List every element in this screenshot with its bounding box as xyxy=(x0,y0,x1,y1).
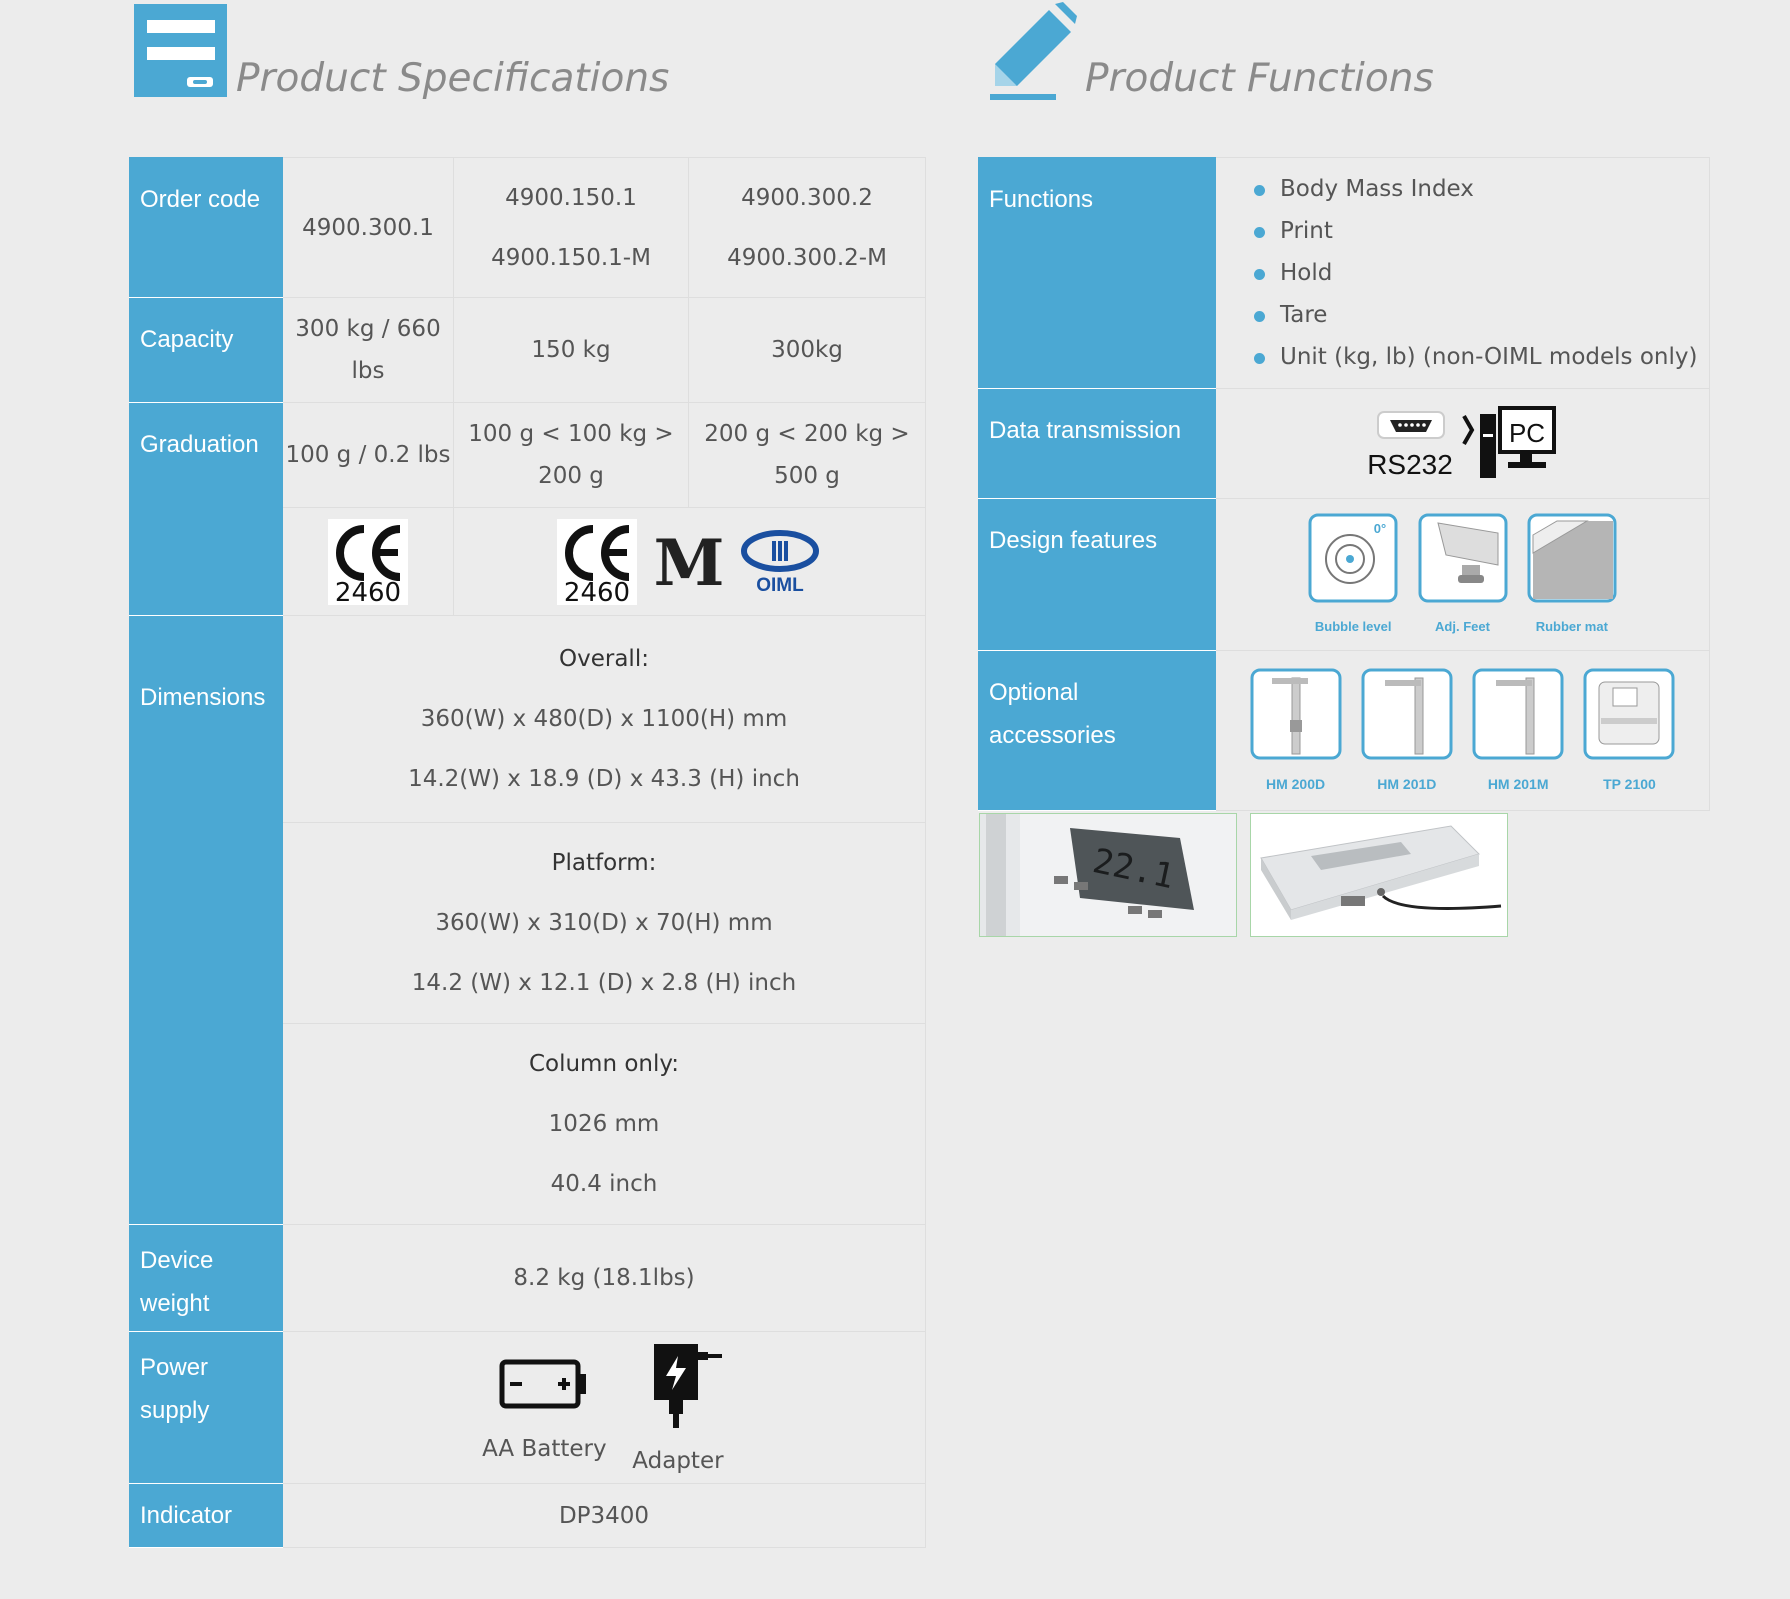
bubble-level-caption: Bubble level xyxy=(1314,618,1392,634)
power-adapter-icon xyxy=(630,1340,726,1432)
printer-device-image xyxy=(1251,814,1507,936)
adapter-label: Adapter xyxy=(632,1447,724,1474)
graduation-col3 xyxy=(689,403,926,508)
adjustable-feet-caption: Adj. Feet xyxy=(1435,618,1490,634)
pencil-icon xyxy=(987,2,1077,102)
data-transmission-cell xyxy=(1216,389,1710,499)
spec-sheet-icon xyxy=(134,4,230,100)
overall-heading xyxy=(283,629,925,689)
display-reading-text: 22.1 xyxy=(1089,841,1178,898)
bubble-level-icon xyxy=(1308,513,1398,603)
battery-label: AA Battery xyxy=(482,1435,607,1462)
product-photo-printer xyxy=(1250,813,1508,937)
accessory-caption: HM 201M xyxy=(1487,775,1549,792)
order-code-value: 4900.150.1 xyxy=(505,184,637,211)
page-title-specifications: Product Specifications xyxy=(236,56,670,101)
height-rod-icon xyxy=(1361,668,1453,760)
label-capacity: Capacity xyxy=(130,298,283,403)
adapter-option xyxy=(630,1340,726,1476)
platform-mm: 360(W) x 310(D) x 70(H) mm xyxy=(435,910,773,936)
graduation-value: 200 g < 200 kg > xyxy=(704,421,910,447)
overall-heading-text: Overall xyxy=(559,646,642,672)
accessory-hm200d xyxy=(1250,668,1342,794)
overall-inch: 14.2(W) x 18.9 (D) x 43.3 (H) inch xyxy=(408,766,800,792)
certification-marks-cell xyxy=(454,508,926,616)
label-data-transmission: Data transmission xyxy=(979,389,1216,499)
row-dimensions-overall xyxy=(130,616,926,823)
list-item: Unit (kg, lb) (non-OIML models only) xyxy=(1254,336,1709,378)
label-power-supply xyxy=(130,1332,283,1484)
accessory-caption: TP 2100 xyxy=(1603,775,1656,792)
row-design-features xyxy=(979,499,1710,651)
label-order-code: Order code xyxy=(130,158,283,298)
overall-heading-colon: : xyxy=(641,646,649,672)
label-power-supply-line2: supply xyxy=(140,1397,210,1424)
order-code-value: 4900.300.2-M xyxy=(727,244,887,271)
bubble-level-feature xyxy=(1308,513,1398,637)
m-mark-text: M xyxy=(653,526,724,597)
column-inch: 40.4 inch xyxy=(550,1171,658,1197)
indicator-display-image xyxy=(980,814,1236,936)
capacity-col3: 300kg xyxy=(689,298,926,403)
height-rod-icon xyxy=(1250,668,1342,760)
printer-icon xyxy=(1583,668,1675,760)
accessory-caption: HM 200D xyxy=(1265,775,1326,792)
ce-mark-icon xyxy=(328,519,408,605)
aa-battery-option xyxy=(482,1340,607,1464)
specifications-table xyxy=(129,157,926,1548)
functions-list xyxy=(1216,160,1709,386)
product-photo-display xyxy=(979,813,1237,937)
row-capacity xyxy=(130,298,926,403)
product-specifications-header xyxy=(130,0,670,110)
dimensions-overall-cell xyxy=(283,616,926,823)
graduation-value: 500 g xyxy=(774,463,840,489)
label-dimensions: Dimensions xyxy=(130,616,283,1225)
height-rod-icon xyxy=(1472,668,1564,760)
rubber-mat-icon xyxy=(1527,513,1617,603)
list-item: Tare xyxy=(1254,294,1709,336)
bubble-degree-text: 0° xyxy=(1373,520,1387,536)
rubber-mat-feature xyxy=(1527,513,1617,637)
row-power-supply xyxy=(130,1332,926,1484)
order-code-value: 4900.300.2 xyxy=(741,184,873,211)
functions-table xyxy=(978,157,1710,811)
accessory-hm201d xyxy=(1361,668,1453,794)
functions-list-cell xyxy=(1216,158,1710,389)
graduation-col2 xyxy=(454,403,689,508)
capacity-col2: 150 kg xyxy=(454,298,689,403)
order-code-value: 4900.300.1 xyxy=(302,214,434,241)
label-functions: Functions xyxy=(979,158,1216,389)
accessory-hm201m xyxy=(1472,668,1564,794)
adjustable-feet-feature xyxy=(1418,513,1508,637)
order-code-col3 xyxy=(689,158,926,298)
order-code-col2 xyxy=(454,158,689,298)
row-data-transmission xyxy=(979,389,1710,499)
label-optional-accessories: Optional accessories xyxy=(979,651,1216,811)
label-device-weight xyxy=(130,1225,283,1332)
graduation-value: 200 g xyxy=(538,463,604,489)
graduation-value: 100 g < 100 kg > xyxy=(468,421,674,447)
capacity-value: 300 kg / 660 xyxy=(295,316,441,342)
label-indicator: Indicator xyxy=(130,1484,283,1548)
dimensions-platform-cell xyxy=(283,823,926,1024)
order-code-value: 4900.150.1-M xyxy=(491,244,651,271)
list-item: Hold xyxy=(1254,252,1709,294)
graduation-col1: 100 g / 0.2 lbs xyxy=(283,403,454,508)
row-functions xyxy=(979,158,1710,389)
product-functions-header xyxy=(985,0,1445,110)
power-supply-cell xyxy=(283,1332,926,1484)
ce-number-text: 2460 xyxy=(334,577,402,605)
label-graduation: Graduation xyxy=(130,403,283,616)
rubber-mat-caption: Rubber mat xyxy=(1535,618,1608,634)
indicator-value: DP3400 xyxy=(283,1484,926,1548)
accessory-caption: HM 201D xyxy=(1377,775,1437,792)
metrology-m-mark-icon xyxy=(653,527,725,597)
list-item: Print xyxy=(1254,210,1709,252)
design-features-cell xyxy=(1216,499,1710,651)
oiml-text: OIML xyxy=(756,574,804,596)
column-heading: Column only: xyxy=(528,1051,680,1077)
ce-number-text: 2460 xyxy=(564,577,631,605)
row-optional-accessories xyxy=(979,651,1710,811)
column-mm: 1026 mm xyxy=(548,1111,660,1137)
label-device-weight-line1: Device xyxy=(140,1247,214,1274)
row-order-code xyxy=(130,158,926,298)
adjustable-feet-icon xyxy=(1418,513,1508,603)
ce-mark-icon xyxy=(557,519,637,605)
row-indicator xyxy=(130,1484,926,1548)
capacity-value: lbs xyxy=(351,358,385,384)
row-device-weight xyxy=(130,1225,926,1332)
optional-accessories-cell xyxy=(1216,651,1710,811)
list-item: Body Mass Index xyxy=(1254,168,1709,210)
page-title-functions: Product Functions xyxy=(1085,56,1434,101)
row-graduation xyxy=(130,403,926,508)
oiml-logo-icon xyxy=(738,527,822,597)
platform-inch: 14.2 (W) x 12.1 (D) x 2.8 (H) inch xyxy=(411,970,797,996)
label-design-features: Design features xyxy=(979,499,1216,651)
accessory-tp2100 xyxy=(1583,668,1675,794)
battery-icon xyxy=(496,1340,592,1420)
overall-mm: 360(W) x 480(D) x 1100(H) mm xyxy=(420,706,788,732)
capacity-col1 xyxy=(283,298,454,403)
label-device-weight-line2: weight xyxy=(140,1290,210,1317)
ce-mark-cell xyxy=(283,508,454,616)
rs232-text: RS232 xyxy=(1367,448,1453,480)
device-weight-value: 8.2 kg (18.1lbs) xyxy=(283,1225,926,1332)
label-power-supply-line1: Power xyxy=(140,1354,209,1381)
order-code-col1 xyxy=(283,158,454,298)
dimensions-column-cell xyxy=(283,1024,926,1225)
pc-text: PC xyxy=(1508,417,1545,448)
platform-heading: Platform: xyxy=(551,850,657,876)
rs232-to-pc-icon xyxy=(1368,404,1558,484)
